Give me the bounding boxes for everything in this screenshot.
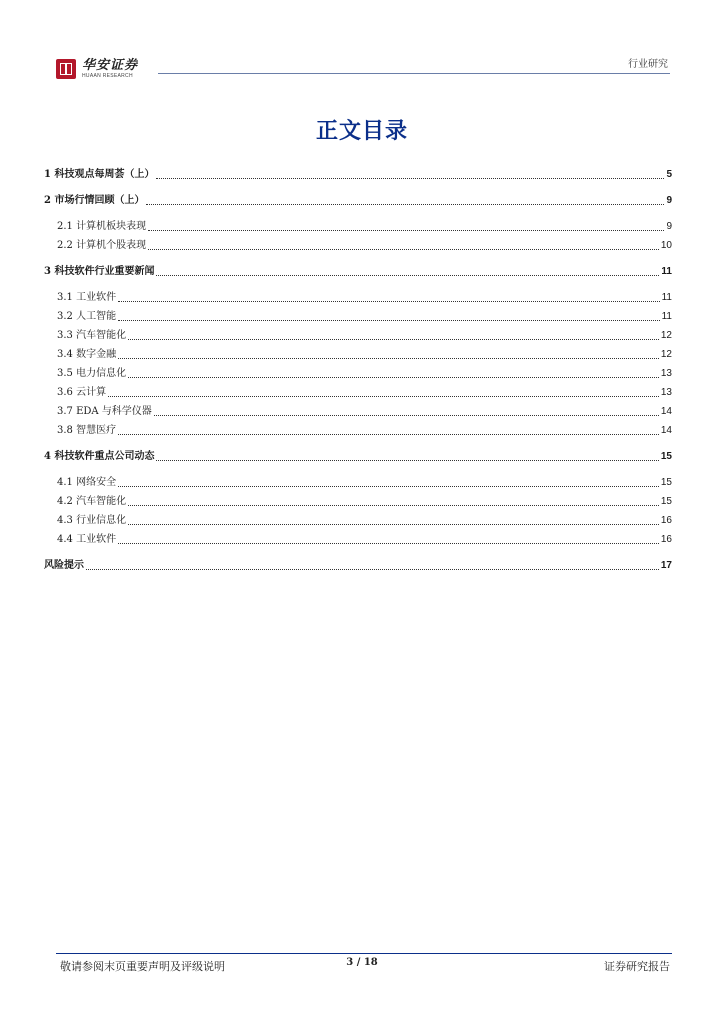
footer-disclaimer: 敬请参阅末页重要声明及评级说明 [60, 961, 225, 973]
toc-entry[interactable] [44, 327, 672, 343]
toc-leader [154, 415, 659, 416]
toc-leader [118, 320, 660, 321]
toc-entry-label: 2.2 计算机个股表现 [57, 240, 147, 251]
page-indicator: 3 / 18 [346, 957, 378, 968]
toc-entry-label: 风险提示 [44, 560, 84, 571]
toc-entry-label: 4.2 汽车智能化 [57, 496, 127, 507]
page-header [0, 0, 724, 90]
toc-leader [128, 505, 659, 506]
toc-entry[interactable] [44, 448, 672, 464]
toc-leader [146, 204, 664, 205]
toc-entry-page: 10 [660, 240, 672, 251]
toc-entry[interactable] [44, 512, 672, 528]
toc-entry-page: 14 [660, 425, 672, 436]
toc-entry-page: 17 [660, 560, 672, 571]
toc-entry-page: 9 [666, 195, 672, 206]
toc-entry-page: 12 [660, 330, 672, 341]
toc-entry[interactable] [44, 422, 672, 438]
toc-entry-page: 16 [660, 515, 672, 526]
logo-text [82, 59, 138, 79]
toc-entry[interactable] [44, 557, 672, 573]
toc-leader [118, 301, 660, 302]
toc-leader [148, 249, 659, 250]
toc-leader [156, 178, 664, 179]
toc-entry-page: 5 [666, 169, 672, 180]
toc-entry-page: 15 [660, 496, 672, 507]
toc-entry-label: 3.6 云计算 [57, 387, 107, 398]
toc-leader [118, 486, 659, 487]
toc-leader [118, 434, 659, 435]
toc-title: 正文目录 [315, 118, 408, 144]
toc-entry-label: 1 科技观点每周荟（上） [44, 169, 155, 180]
toc-entry[interactable] [44, 237, 672, 253]
seal-icon [56, 59, 76, 79]
toc-entry[interactable] [44, 403, 672, 419]
logo-chinese-name: 华安证券 [82, 58, 139, 73]
toc-entry-page: 11 [661, 311, 672, 322]
toc-entry-label: 4 科技软件重点公司动态 [44, 451, 155, 462]
toc-entry-page: 13 [660, 387, 672, 398]
toc-entry[interactable] [44, 474, 672, 490]
toc-leader [118, 543, 659, 544]
toc-entry[interactable] [44, 192, 672, 208]
toc-leader [108, 396, 659, 397]
toc-entry-label: 3.1 工业软件 [57, 292, 117, 303]
header-rule [158, 73, 670, 74]
toc-entry[interactable] [44, 308, 672, 324]
toc-entry[interactable] [44, 531, 672, 547]
toc-leader [156, 275, 659, 276]
toc-entry-label: 3.2 人工智能 [57, 311, 117, 322]
toc-entry-page: 11 [661, 292, 672, 303]
toc-leader [128, 339, 659, 340]
toc-entry-page: 11 [661, 266, 672, 277]
footer-doc-type: 证券研究报告 [604, 961, 670, 973]
toc-entry-page: 14 [660, 406, 672, 417]
toc-entry-page: 13 [660, 368, 672, 379]
toc-leader [118, 358, 659, 359]
toc-entry-label: 3 科技软件行业重要新闻 [44, 266, 155, 277]
toc-entry[interactable] [44, 346, 672, 362]
toc-leader [128, 377, 659, 378]
toc-entry-label: 4.1 网络安全 [57, 477, 117, 488]
toc-entry-label: 2 市场行情回顾（上） [44, 195, 145, 206]
toc-entry-label: 3.3 汽车智能化 [57, 330, 127, 341]
company-logo [56, 59, 138, 79]
toc-entry-label: 3.5 电力信息化 [57, 368, 127, 379]
toc-entry-label: 2.1 计算机板块表现 [57, 221, 147, 232]
toc-entry[interactable] [44, 289, 672, 305]
toc-entry[interactable] [44, 263, 672, 279]
toc-entry-page: 12 [660, 349, 672, 360]
toc-leader [156, 460, 658, 461]
toc-leader [86, 569, 659, 570]
toc-entry-label: 3.7 EDA 与科学仪器 [57, 406, 152, 417]
toc-leader [128, 524, 659, 525]
toc-leader [148, 230, 664, 231]
toc-entry[interactable] [44, 166, 672, 182]
toc-entry-label: 4.4 工业软件 [57, 534, 117, 545]
toc-entry-page: 16 [660, 534, 672, 545]
toc-entry-page: 9 [666, 221, 672, 232]
toc-entry[interactable] [44, 493, 672, 509]
toc-entry-label: 3.8 智慧医疗 [57, 425, 117, 436]
toc-entry-page: 15 [660, 451, 672, 462]
logo-english-name: HUAAN RESEARCH [82, 73, 133, 79]
report-category: 行业研究 [628, 59, 668, 70]
toc-entry[interactable] [44, 218, 672, 234]
footer-rule [56, 953, 672, 954]
toc-entry-page: 15 [660, 477, 672, 488]
toc-entry[interactable] [44, 384, 672, 400]
toc-entry-label: 4.3 行业信息化 [57, 515, 127, 526]
toc-entry[interactable] [44, 365, 672, 381]
toc-entry-label: 3.4 数字金融 [57, 349, 117, 360]
